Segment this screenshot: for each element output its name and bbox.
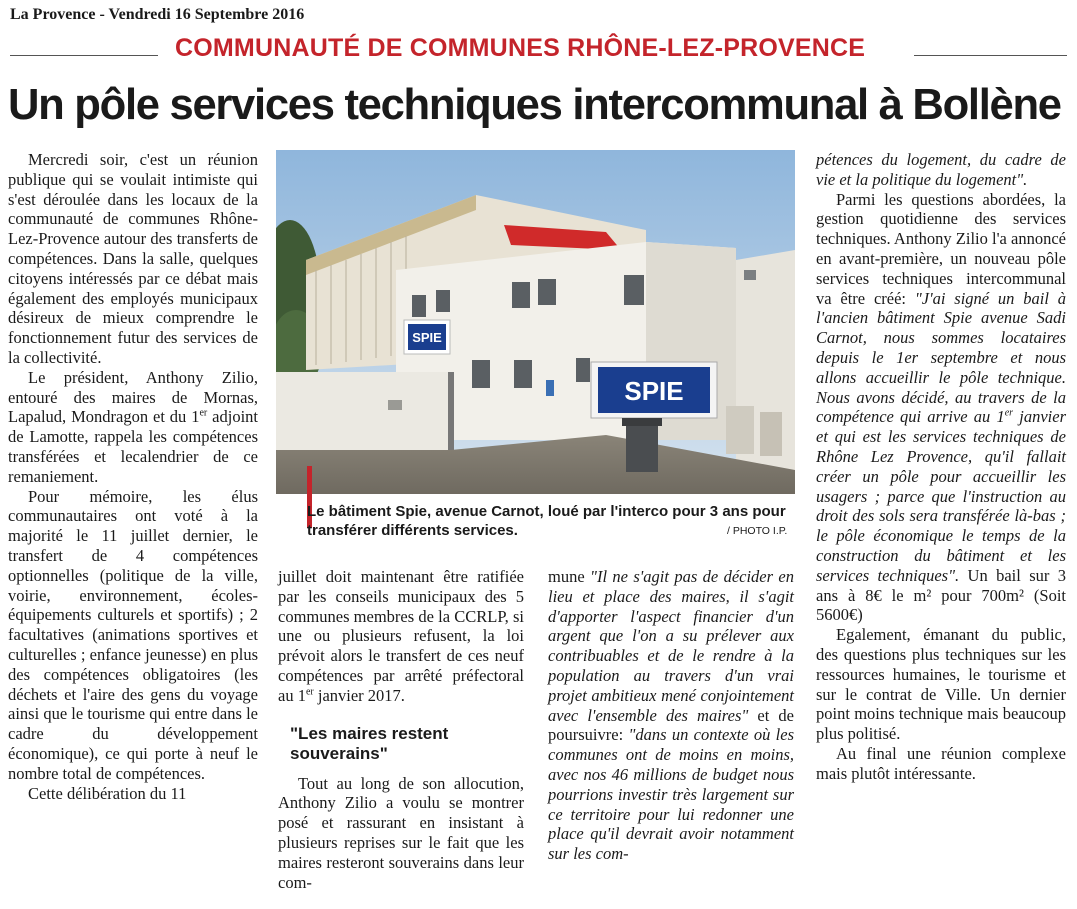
paragraph: pétences du logement, du cadre de vie et la politique du logement". xyxy=(816,150,1066,189)
rubric-banner xyxy=(10,34,1067,64)
paragraph: Parmi les questions abordées, la gestion quotidienne des services techniques. Anthony Zilio l'a annoncé en avant-première, un nouveau pôle services techniques intercommunal va être créé: "J'ai signé un bail à l'ancien bâtiment Spie avenue Sadi Carnot, nous sommes locataires depuis le 1er septembre et nous allons accueillir le pôle technique. Nous avons décidé, au travers de la compétence qui arrive au 1er janvier et qui est les services techniques de Rhône Lez Provence, qu'il fallait créer un pôle pour accueillir les usagers ; parce que l'instruction au droit des sols sera transférée là-bas ; le pôle économique le temps de la construction du bâtiment et les services techniques". Un bail sur 3 ans à 8€ le m² pour 700m² (Soit 5600€) xyxy=(816,189,1066,625)
subheading: "Les maires restent souverains" xyxy=(290,723,449,763)
paragraph: Cette délibération du 11 xyxy=(28,783,187,803)
article-column-3 xyxy=(548,567,794,864)
spie-sign-small: SPIE xyxy=(412,330,442,345)
paragraph: Egalement, émanant du public, des questions plus techniques sur les ressources humaines, le tourisme et sur le contrat de Ville. Un dernier point moins technique mais beaucoup plus politisé. xyxy=(816,625,1066,744)
masthead: La Provence - Vendredi 16 Septembre 2016 xyxy=(10,6,305,23)
article-photo xyxy=(276,150,795,494)
rubric-title: COMMUNAUTÉ DE COMMUNES RHÔNE-LEZ-PROVENCE xyxy=(175,34,866,62)
photo-caption: Le bâtiment Spie, avenue Carnot, loué par l'interco pour 3 ans pour transférer différents services. xyxy=(307,503,786,539)
spie-building-photo xyxy=(276,150,795,494)
paragraph: Mercredi soir, c'est un réunion publique qui se voulait intimiste qui s'est déroulée dans les locaux de la communauté de communes Rhône-Lez-Provence autour des transferts de compétences. Dans la salle, quelques citoyens intéressés par ce débat mais également des employés municipaux désireux de mieux comprendre le fonctionnement futur des services de la collectivité. xyxy=(8,150,258,367)
rubric-left-rule xyxy=(10,55,158,56)
paragraph: mune "Il ne s'agit pas de décider en lieu et place des maires, il s'agit d'apporter l'aspect financier d'un argent que l'on a su prélever aux contribuables et de le rendre à la population au travers d'un vrai projet ambitieux mené conjointement avec l'ensemble des maires" et de poursuivre: "dans un contexte où les communes ont de moins en moins, avec nos 46 millions de budget nous pourrions investir très largement sur ce territoire pour lui redonner une place qu'il devrait avoir notamment sur les com- xyxy=(548,567,795,864)
article-column-2 xyxy=(278,567,524,892)
paragraph: Tout au long de son allocution, Anthony Zilio a voulu se montrer posé et rassurant en insistant à plusieurs reprises sur le fait que les maires resteront souverains dans leur com- xyxy=(278,773,524,892)
article-column-1 xyxy=(8,150,258,803)
photo-credit: / PHOTO I.P. xyxy=(727,525,788,537)
paragraph: Pour mémoire, les élus communautaires ont voté à la majorité le 11 juillet dernier, le transfert de 4 compétences optionnelles (politique de la ville, voirie, environnement, écoles-équipements culturels et sportifs) ; 2 facultatives (animations sportives et culturelles ; enfance jeunesse) en plus des compétences obligatoires (les déchets et l'aire des gens du voyage ainsi que le tourisme qui entre dans le cadre du développement économique), ce qui porte à neuf le nombre total de compétences. xyxy=(8,486,258,783)
spie-sign-large: SPIE xyxy=(624,376,684,406)
rubric-right-rule xyxy=(914,55,1067,56)
article-column-4 xyxy=(816,150,1066,784)
headline: Un pôle services techniques intercommunal à Bollène xyxy=(8,80,1061,129)
paragraph: Le président, Anthony Zilio, entouré des maires de Mornas, Lapalud, Mondragon et du 1er adjoint de Lamotte, rappela les compétences transférées et lecalendrier de ce remaniement. xyxy=(8,367,259,486)
paragraph: juillet doit maintenant être ratifiée par les conseils municipaux des 5 communes membres de la CCRLP, si une ou plusieurs refusent, la loi prévoit alors le transfert de ces neuf compétences par arrêté préfectoral au 1er janvier 2017. xyxy=(278,567,524,705)
paragraph: Au final une réunion complexe mais plutôt intéressante. xyxy=(816,743,1066,783)
